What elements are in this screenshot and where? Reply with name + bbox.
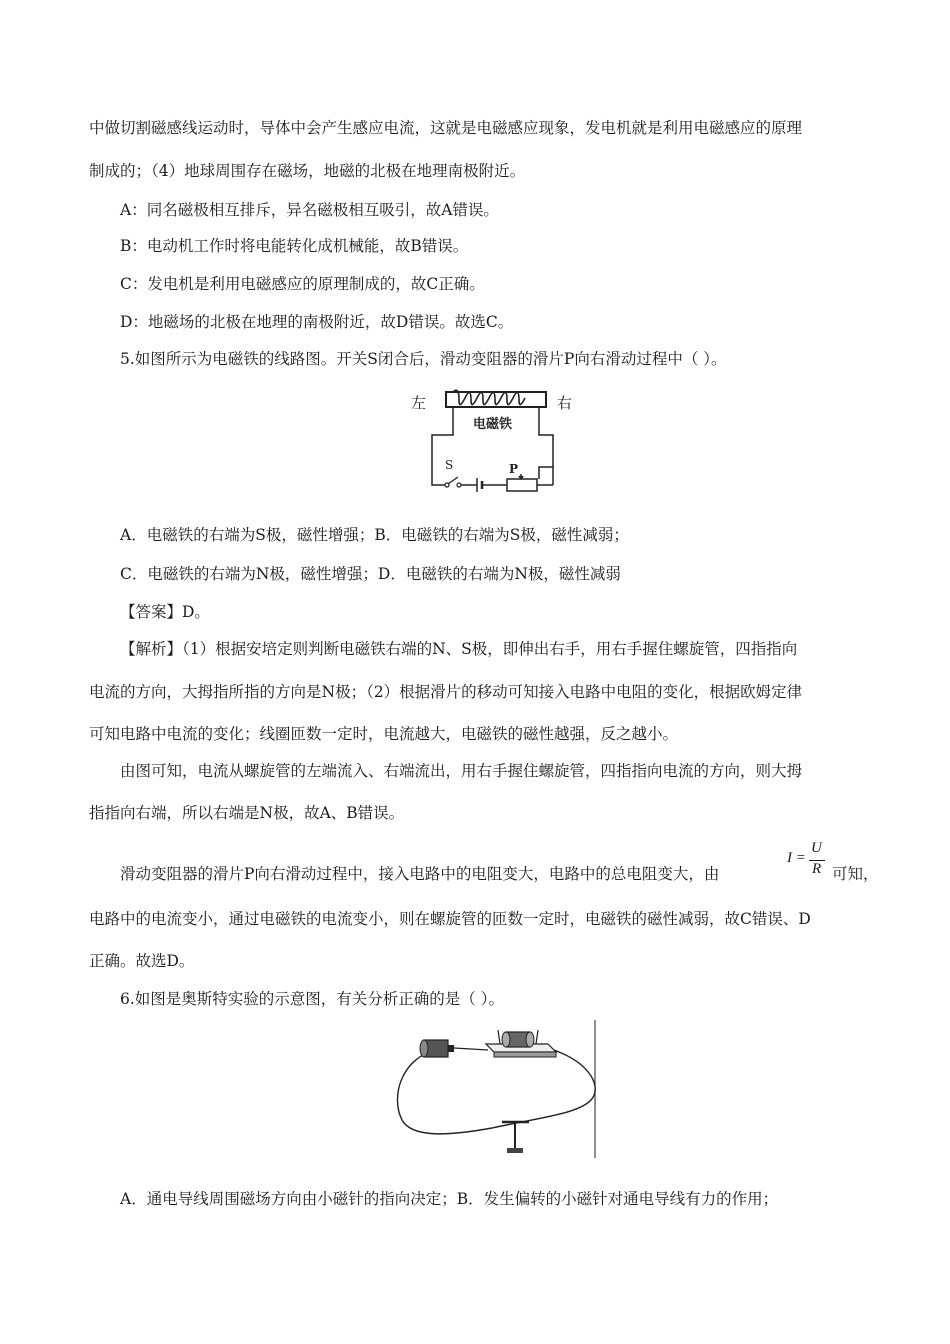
option-b-explanation: B：电动机工作时将电能转化成机械能，故B错误。 xyxy=(120,237,469,255)
explanation-line: 滑动变阻器的滑片P向右滑动过程中，接入电路中的电阻变大，电路中的总电阻变大，由 xyxy=(120,865,720,883)
explanation-line: 电路中的电流变小，通过电磁铁的电流变小，则在螺旋管的匝数一定时，电磁铁的磁性减弱，故C错误、D xyxy=(89,910,811,928)
answer-options-cd: C．电磁铁的右端为N极，磁性增强；D．电磁铁的右端为N极，磁性减弱 xyxy=(120,565,621,583)
option-a-explanation: A：同名磁极相互排斥，异名磁极相互吸引，故A错误。 xyxy=(120,201,499,219)
question-5: 5.如图所示为电磁铁的线路图。开关S闭合后，滑动变阻器的滑片P向右滑动过程中（ ）。 xyxy=(120,350,727,368)
option-d-explanation: D：地磁场的北极在地理的南极附近，故D错误。故选C。 xyxy=(120,313,514,331)
explanation-line: 由图可知，电流从螺旋管的左端流入、右端流出，用右手握住螺旋管，四指指向电流的方向，则大拇 xyxy=(120,762,803,780)
formula-denominator: R xyxy=(812,861,822,877)
formula-lhs: I = xyxy=(787,850,806,866)
switch-label: S xyxy=(445,458,454,472)
text-line: 中做切割磁感线运动时，导体中会产生感应电流，这就是电磁感应现象，发电机就是利用电磁感应的原理 xyxy=(89,119,803,137)
explanation-line: 可知电路中电流的变化；线圈匝数一定时，电流越大，电磁铁的磁性越强，反之越小。 xyxy=(89,725,679,743)
explanation-line: 电流的方向，大拇指所指的方向是N极；（2）根据滑片的移动可知接入电路中电阻的变化，根据欧姆定律 xyxy=(89,683,803,701)
left-label: 左 xyxy=(411,394,427,412)
explanation-line: 正确。故选D。 xyxy=(89,952,195,970)
option-c-explanation: C：发电机是利用电磁感应的原理制成的，故C正确。 xyxy=(120,275,485,293)
slider-label: P xyxy=(509,462,519,476)
explanation-line: 可知， xyxy=(832,865,879,883)
right-label: 右 xyxy=(557,394,573,412)
formula-numerator: U xyxy=(811,840,822,856)
answer-options-ab: A．通电导线周围磁场方向由小磁针的指向决定；B．发生偏转的小磁针对通电导线有力的作用； xyxy=(120,1190,779,1208)
electromagnet-circuit-figure xyxy=(405,385,590,495)
answer-label: 【答案】D。 xyxy=(120,603,210,621)
oersted-experiment-figure xyxy=(388,1018,608,1160)
explanation-line: 【解析】（1）根据安培定则判断电磁铁右端的N、S极，即伸出右手，用右手握住螺旋管，四指指向 xyxy=(120,640,798,658)
question-6: 6.如图是奥斯特实验的示意图，有关分析正确的是（ ）。 xyxy=(120,990,504,1008)
answer-options-ab: A．电磁铁的右端为S极，磁性增强；B．电磁铁的右端为S极，磁性减弱； xyxy=(120,526,629,544)
ohms-law-formula xyxy=(787,840,837,886)
explanation-line: 指指向右端，所以右端是N极，故A、B错误。 xyxy=(89,804,405,822)
text-line: 制成的；（4）地球周围存在磁场，地磁的北极在地理南极附近。 xyxy=(89,162,526,180)
electromagnet-label: 电磁铁 xyxy=(473,417,513,432)
